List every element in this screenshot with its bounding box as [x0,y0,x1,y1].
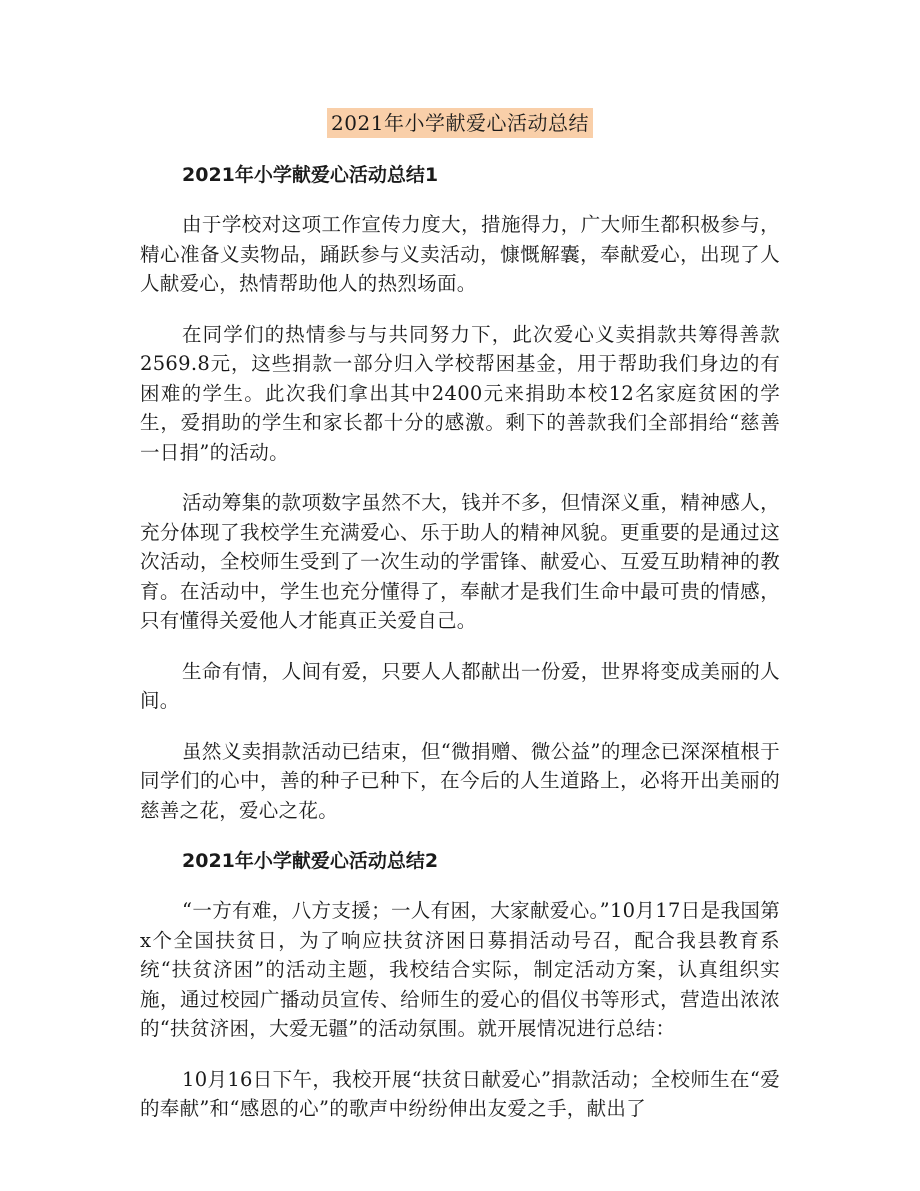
title-bar [0,108,920,138]
paragraph: 生命有情，人间有爱，只要人人都献出一份爱，世界将变成美丽的人间。 [140,659,780,712]
document-title: 2021年小学献爱心活动总结 [327,108,593,138]
document-body [140,160,780,1145]
paragraph: 在同学们的热情参与与共同努力下，此次爱心义卖捐款共筹得善款2569.8元，这些捐款一部分归入学校帮困基金，用于帮助我们身边的有困难的学生。此次我们拿出其中2400元来捐助本校12名家庭贫困的学生，爱捐助的学生和家长都十分的感激。剩下的善款我们全部捐给“慈善一日捐”的活动。 [140,322,780,464]
paragraph: 10月16日下午，我校开展“扶贫日献爱心”捐款活动；全校师生在“爱的奉献”和“感恩的心”的歌声中纷纷伸出友爱之手，献出了 [140,1067,780,1120]
paragraph: “一方有难，八方支援；一人有困，大家献爱心。”10月17日是我国第x个全国扶贫日，为了响应扶贫济困日募捐活动号召，配合我县教育系统“扶贫济困”的活动主题，我校结合实际，制定活动方案，认真组织实施，通过校园广播动员宣传、给师生的爱心的倡仪书等形式，营造出浓浓的“扶贫济困，大爱无疆”的活动氛围。就开展情况进行总结： [140,899,780,1040]
paragraph: 活动筹集的款项数字虽然不大，钱并不多，但情深义重，精神感人，充分体现了我校学生充满爱心、乐于助人的精神风貌。更重要的是通过这次活动，全校师生受到了一次生动的学雷锋、献爱心、互爱互助精神的教育。在活动中，学生也充分懂得了，奉献才是我们生命中最可贵的情感，只有懂得关爱他人才能真正关爱自己。 [140,491,780,632]
section-heading-2: 2021年小学献爱心活动总结2 [182,850,439,872]
paragraph: 虽然义卖捐款活动已结束，但“微捐赠、微公益”的理念已深深植根于同学们的心中，善的种子已种下，在今后的人生道路上，必将开出美丽的慈善之花，爱心之花。 [140,739,780,822]
section-heading-1: 2021年小学献爱心活动总结1 [182,164,439,186]
paragraph: 由于学校对这项工作宣传力度大，措施得力，广大师生都积极参与，精心准备义卖物品，踊跃参与义卖活动，慷慨解囊，奉献爱心，出现了人人献爱心，热情帮助他人的热烈场面。 [140,213,780,295]
